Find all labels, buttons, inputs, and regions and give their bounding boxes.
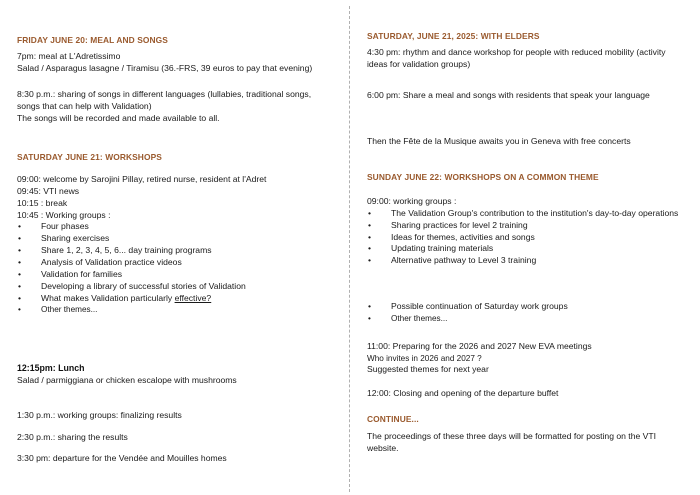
schedule-line: 10:45 : Working groups : xyxy=(17,209,111,220)
eva-line: Suggested themes for next year xyxy=(367,364,489,375)
saturday-heading: SATURDAY JUNE 21: WORKSHOPS xyxy=(17,152,162,162)
list-item: • Validation for families xyxy=(17,269,335,281)
songs-text: 8:30 p.m.: sharing of songs in different languages (lullabies, traditional songs, songs that can help with Validation) xyxy=(17,89,312,111)
schedule-line: 09:00: welcome by Sarojini Pillay, retired nurse, resident at l'Adret xyxy=(17,174,267,184)
friday-line: 7pm: meal at L'Adretissimo xyxy=(17,51,121,61)
list-item: • Other themes... xyxy=(17,304,335,315)
list-item xyxy=(17,293,335,305)
afternoon-2: 2:30 p.m.: sharing the results xyxy=(17,432,128,442)
sunday-list-2 xyxy=(367,301,685,324)
list-item: • Analysis of Validation practice videos xyxy=(17,257,335,269)
eva-line: 11:00: Preparing for the 2026 and 2027 New EVA meetings xyxy=(367,341,592,351)
elders-workshop: 4:30 pm: rhythm and dance workshop for people with reduced mobility (activity ideas for validation groups) xyxy=(367,47,666,69)
list-item: • Other themes... xyxy=(367,313,685,324)
list-item: • Ideas for themes, activities and songs xyxy=(367,232,685,244)
elders-meal: 6:00 pm: Share a meal and songs with residents that speak your language xyxy=(367,90,650,100)
afternoon-3: 3:30 pm: departure for the Vendée and Mouilles homes xyxy=(17,453,227,463)
friday-line: Salad / Asparagus lasagne / Tiramisu (36.-FRS, 39 euros to pay that evening) xyxy=(17,62,313,73)
lunch-heading: 12:15pm: Lunch xyxy=(17,363,85,373)
list-item: • Sharing exercises xyxy=(17,233,335,245)
sunday-list xyxy=(367,208,685,267)
fete-text: Then the Fête de la Musique awaits you in Geneva with free concerts xyxy=(367,136,631,146)
eva-meetings xyxy=(367,341,685,376)
sunday-heading: SUNDAY JUNE 22: WORKSHOPS ON A COMMON THEME xyxy=(367,172,599,182)
list-item: • Developing a library of successful stories of Validation xyxy=(17,281,335,293)
sunday-intro: 09:00: working groups : xyxy=(367,196,457,206)
list-item: • The Validation Group's contribution to the institution's day-to-day operations xyxy=(367,208,685,220)
saturday-schedule xyxy=(17,174,335,316)
list-item: • Sharing practices for level 2 training xyxy=(367,220,685,232)
friday-heading: FRIDAY JUNE 20: MEAL AND SONGS xyxy=(17,35,168,45)
list-item: • Possible continuation of Saturday work groups xyxy=(367,301,685,313)
sunday-groups xyxy=(367,196,685,267)
eva-line: Who invites in 2026 and 2027 ? xyxy=(367,353,482,363)
afternoon-1: 1:30 p.m.: working groups: finalizing results xyxy=(17,410,182,420)
friday-songs xyxy=(17,89,335,125)
underlined-word: effective? xyxy=(174,292,212,303)
lunch-menu: Salad / parmiggiana or chicken escalope with mushrooms xyxy=(17,375,237,385)
recorded-text: The songs will be recorded and made available to all. xyxy=(17,112,220,123)
schedule-line: 09:45: VTI news xyxy=(17,185,80,196)
continue-text: The proceedings of these three days will be formatted for posting on the VTI website. xyxy=(367,431,657,453)
closing-text: 12:00: Closing and opening of the departure buffet xyxy=(367,388,559,398)
schedule-line: 10:15 : break xyxy=(17,197,68,208)
sunday-groups-2 xyxy=(367,301,685,324)
list-item: • Four phases xyxy=(17,221,335,233)
workshop-list xyxy=(17,221,335,315)
list-item-text: What makes Validation particularly xyxy=(41,292,175,303)
column-divider xyxy=(349,6,350,492)
elders-heading: SATURDAY, JUNE 21, 2025: WITH ELDERS xyxy=(367,31,540,41)
list-item: • Alternative pathway to Level 3 training xyxy=(367,255,685,267)
friday-meal xyxy=(17,51,335,75)
list-item: • Updating training materials xyxy=(367,243,685,255)
list-item: • Share 1, 2, 3, 4, 5, 6... day training programs xyxy=(17,245,335,257)
continue-heading: CONTINUE... xyxy=(367,414,419,424)
